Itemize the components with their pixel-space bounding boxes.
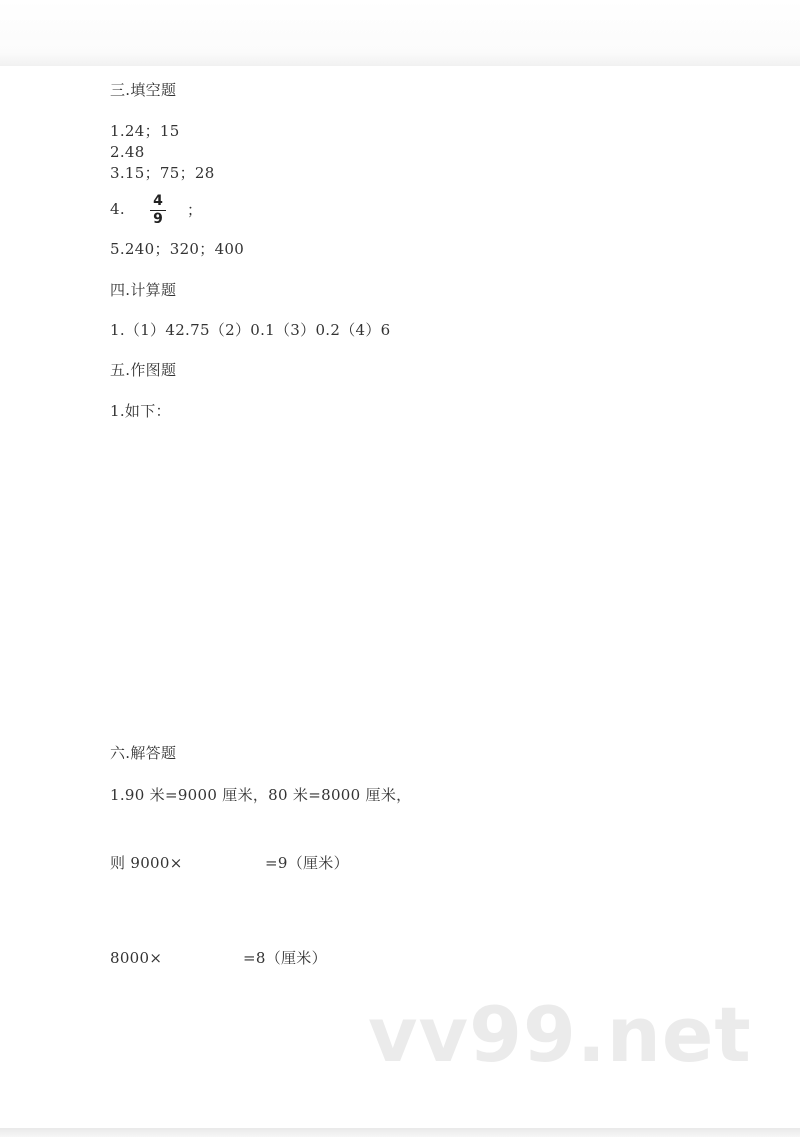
site-watermark: vv99.net [368,990,752,1079]
fill-blank-answer-4-suffix: ； [187,201,203,219]
section3-heading: 三.填空题 [110,81,177,99]
page-bottom-edge [0,1128,800,1137]
solution-line-2-right: =9（厘米） [265,854,349,872]
fill-blank-answer-5: 5.240；320；400 [110,240,245,258]
fraction-four-ninths [150,194,166,227]
calculation-answer-1: 1.（1）42.75（2）0.1（3）0.2（4）6 [110,321,391,339]
solution-line-3-right: =8（厘米） [243,949,327,967]
solution-line-1: 1.90 米=9000 厘米，80 米=8000 厘米， [110,786,412,804]
fraction-numerator: 4 [153,193,163,209]
solution-line-2-left: 则 9000× [110,854,183,872]
fill-blank-answer-1: 1.24；15 [110,122,180,140]
fill-blank-answer-2: 2.48 [110,143,145,161]
solution-line-3-left: 8000× [110,949,163,967]
page-top-margin [0,0,800,66]
fraction-denominator: 9 [153,211,163,227]
drawing-answer-1: 1.如下： [110,402,171,420]
fill-blank-answer-4-label: 4. [110,200,125,218]
fill-blank-answer-3: 3.15；75；28 [110,164,215,182]
section6-heading: 六.解答题 [110,744,177,762]
section4-heading: 四.计算题 [110,281,177,299]
section5-heading: 五.作图题 [110,361,177,379]
